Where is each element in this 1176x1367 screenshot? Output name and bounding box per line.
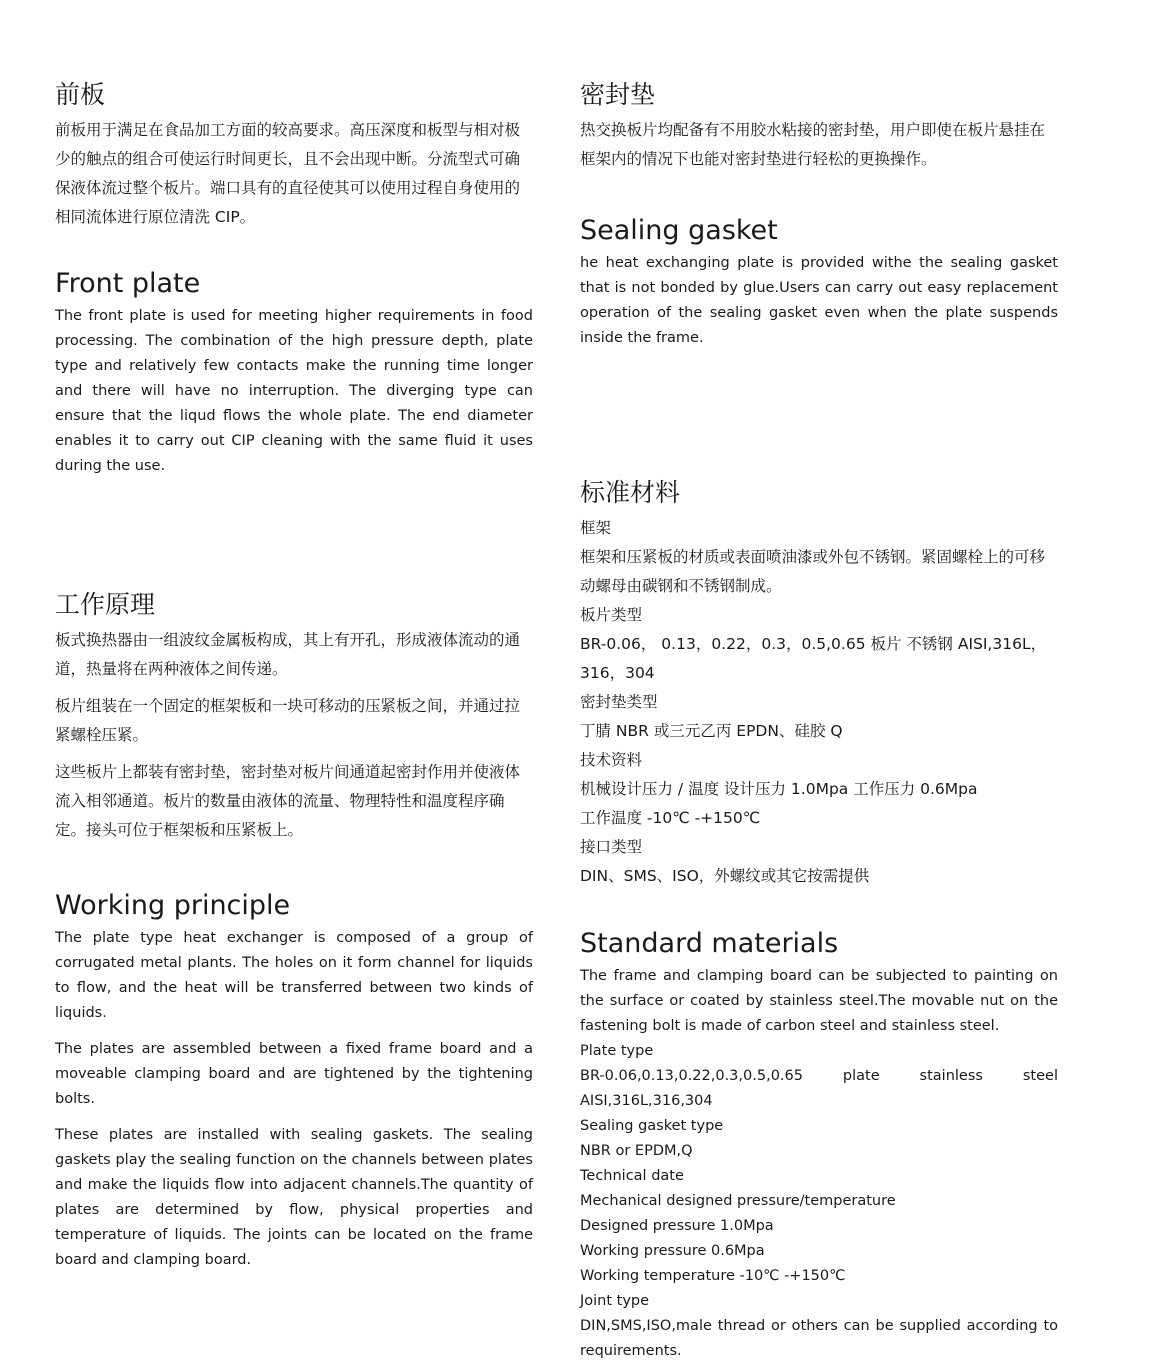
standard-materials-en-list <box>580 964 1058 1364</box>
standard-materials-en-line: Joint type <box>580 1293 650 1309</box>
standard-materials-en-section <box>580 928 1058 1364</box>
working-principle-en-section <box>55 890 533 1273</box>
sealing-gasket-zh-title: 密封垫 <box>580 80 656 109</box>
front-plate-en-section <box>55 268 533 479</box>
front-plate-zh-section <box>55 80 533 232</box>
sealing-gasket-zh-body: 热交换板片均配备有不用胶水粘接的密封垫，用户即使在板片悬挂在框架内的情况下也能对密封垫进行轻松的更换操作。 <box>580 121 1046 168</box>
standard-materials-en-line: Technical date <box>580 1168 684 1184</box>
standard-materials-en-line: Mechanical designed pressure/temperature <box>580 1193 896 1209</box>
standard-materials-en-line: Working pressure 0.6Mpa <box>580 1243 765 1259</box>
working-principle-en-p1: The plate type heat exchanger is composed of a group of corrugated metal plants. The holes on it form channel for liquids to flow, and the heat will be transferred between two kinds of liquids. <box>55 930 533 1021</box>
working-principle-zh-p3: 这些板片上都装有密封垫，密封垫对板片间通道起密封作用并使液体流入相邻通道。板片的数量由液体的流量、物理特性和温度程序确定。接头可位于框架板和压紧板上。 <box>55 763 521 839</box>
front-plate-en-title: Front plate <box>55 268 201 299</box>
standard-materials-zh-line: 机械设计压力 / 温度 设计压力 1.0Mpa 工作压力 0.6Mpa <box>580 780 978 798</box>
standard-materials-zh-line: BR-0.06， 0.13，0.22，0.3，0.5,0.65 板片 不锈钢 AISI,316L，316，304 <box>580 635 1047 682</box>
standard-materials-zh-line: 丁腈 NBR 或三元乙丙 EPDN、硅胶 Q <box>580 722 843 740</box>
sealing-gasket-en-body: he heat exchanging plate is provided withe the sealing gasket that is not bonded by glue.Users can carry out easy replacement operation of the sealing gasket even when the plate suspends inside the frame. <box>580 255 1058 346</box>
standard-materials-zh-line: 密封垫类型 <box>580 693 658 711</box>
standard-materials-zh-line: 技术资料 <box>580 751 643 769</box>
sealing-gasket-en-title: Sealing gasket <box>580 215 778 246</box>
standard-materials-zh-line: DIN、SMS、ISO，外螺纹或其它按需提供 <box>580 867 870 885</box>
working-principle-en-title: Working principle <box>55 890 291 921</box>
standard-materials-en-line: BR-0.06,0.13,0.22,0.3,0.5,0.65 plate stainless steel AISI,316L,316,304 <box>580 1068 1058 1109</box>
front-plate-zh-body: 前板用于满足在食品加工方面的较高要求。高压深度和板型与相对极少的触点的组合可使运行时间更长，且不会出现中断。分流型式可确保液体流过整个板片。端口具有的直径使其可以使用过程自身使用的相同流体进行原位清洗 CIP。 <box>55 121 521 226</box>
standard-materials-en-title: Standard materials <box>580 928 839 959</box>
standard-materials-zh-title: 标准材料 <box>580 478 681 507</box>
working-principle-zh-p2: 板片组装在一个固定的框架板和一块可移动的压紧板之间，并通过拉紧螺栓压紧。 <box>55 697 521 744</box>
standard-materials-en-line: Working temperature -10℃ -+150℃ <box>580 1268 846 1284</box>
front-plate-en-body: The front plate is used for meeting higher requirements in food processing. The combination of the high pressure depth, plate type and relatively few contacts make the running time longer and there will have no interruption. The diverging type can ensure that the liqud flows the whole plate. The end diameter enables it to carry out CIP cleaning with the same fluid it uses during the use. <box>55 308 533 474</box>
standard-materials-zh-line: 接口类型 <box>580 838 643 856</box>
working-principle-zh-p1: 板式换热器由一组波纹金属板构成，其上有开孔，形成液体流动的通道，热量将在两种液体之间传递。 <box>55 631 521 678</box>
sealing-gasket-zh-section <box>580 80 1058 174</box>
standard-materials-zh-line: 板片类型 <box>580 606 643 624</box>
standard-materials-zh-line: 工作温度 -10℃ -+150℃ <box>580 809 761 827</box>
standard-materials-en-line: Designed pressure 1.0Mpa <box>580 1218 774 1234</box>
standard-materials-en-line: NBR or EPDM,Q <box>580 1143 693 1159</box>
standard-materials-en-line: DIN,SMS,ISO,male thread or others can be supplied according to requirements. <box>580 1318 1058 1359</box>
working-principle-en-p3: These plates are installed with sealing gaskets. The sealing gaskets play the sealing function on the channels between plates and make the liquids flow into adjacent channels.The quantity of plates are determined by flow, physical properties and temperature of liquids. The joints can be located on the frame board and clamping board. <box>55 1127 533 1268</box>
standard-materials-en-line: Plate type <box>580 1043 654 1059</box>
working-principle-zh-title: 工作原理 <box>55 590 156 619</box>
standard-materials-en-line: The frame and clamping board can be subjected to painting on the surface or coated by stainless steel.The movable nut on the fastening bolt is made of carbon steel and stainless steel. <box>580 968 1058 1034</box>
front-plate-zh-title: 前板 <box>55 80 106 109</box>
standard-materials-zh-line: 框架 <box>580 519 612 537</box>
standard-materials-zh-list <box>580 514 1058 891</box>
working-principle-en-p2: The plates are assembled between a fixed frame board and a moveable clamping board and are tightened by the tightening bolts. <box>55 1041 533 1107</box>
standard-materials-zh-line: 框架和压紧板的材质或表面喷油漆或外包不锈钢。紧固螺栓上的可移动螺母由碳钢和不锈钢制成。 <box>580 548 1046 595</box>
standard-materials-en-line: Sealing gasket type <box>580 1118 724 1134</box>
sealing-gasket-en-section <box>580 215 1058 351</box>
standard-materials-zh-section <box>580 478 1058 891</box>
working-principle-zh-section <box>55 590 533 845</box>
